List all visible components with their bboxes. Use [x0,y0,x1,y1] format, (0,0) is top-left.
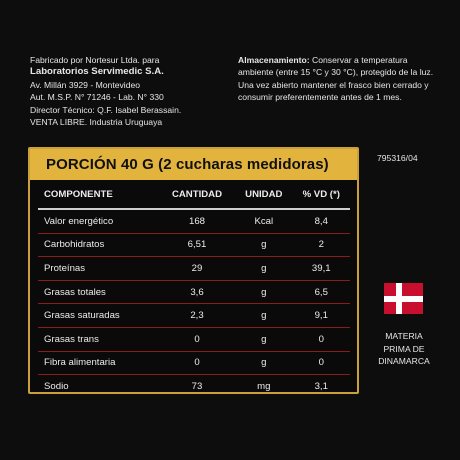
row-unit: g [235,233,292,257]
row-daily-value: 9,1 [293,304,350,328]
row-quantity: 0 [159,351,235,375]
row-component: Grasas saturadas [38,304,159,328]
sale-condition: VENTA LIBRE. Industria Uruguaya [30,117,163,128]
row-component: Valor energético [38,209,159,233]
portion-header: PORCIÓN 40 G (2 cucharas medidoras) [30,149,357,180]
table-row [38,209,350,233]
row-unit: mg [257,380,271,392]
row-quantity: 2,3 [159,304,235,328]
table-row [38,257,350,281]
row-component: Grasas totales [38,280,159,304]
table-row [38,280,350,304]
row-daily-value: 0 [293,351,350,375]
row-component: Proteínas [38,257,159,281]
row-daily-value: 2 [293,233,350,257]
nutrition-table [38,180,350,398]
row-quantity: 6,51 [159,233,235,257]
header-quantity: CANTIDAD [159,180,235,209]
row-unit: g [235,304,292,328]
technical-director: Director Técnico: Q.F. Isabel Berassain. [30,104,182,115]
row-quantity: 168 [159,209,235,233]
table-row [38,304,350,328]
manufacturer-info [30,54,230,128]
header-unit: UNIDAD [235,180,292,209]
table-header-row [38,180,350,209]
row-daily-value: 0 [293,327,350,351]
header-component: COMPONENTE [38,180,159,209]
row-daily-value: 39,1 [293,257,350,281]
nutrition-panel [28,147,359,394]
row-component: Sodio [44,380,69,392]
origin-info [372,330,436,368]
denmark-flag-icon [384,283,423,314]
origin-line: PRIMA DE [383,343,425,354]
row-component: Carbohidratos [38,233,159,257]
flag-cross-horizontal [384,296,423,302]
authorization-number: Aut. M.S.P. N° 71246 - Lab. N° 330 [30,92,164,103]
header-daily-value: % VD (*) [293,180,350,209]
origin-line: DINAMARCA [378,356,430,367]
row-quantity: 73 [191,380,203,392]
row-quantity: 0 [159,327,235,351]
row-unit: Kcal [235,209,292,233]
table-row [38,351,350,375]
company-name: Laboratorios Servimedic S.A. [30,66,164,78]
row-unit: g [235,327,292,351]
row-unit: g [235,257,292,281]
table-row [38,375,350,398]
row-daily-value: 8,4 [293,209,350,233]
row-daily-value: 6,5 [293,280,350,304]
storage-info [238,54,438,104]
manufacturer-line: Fabricado por Nortesur Ltda. para [30,55,160,65]
product-code: 795316/04 [377,153,418,163]
company-address: Av. Millán 3929 - Montevideo [30,79,141,90]
storage-label: Almacenamiento: [238,55,310,65]
row-quantity: 29 [159,257,235,281]
row-daily-value: 3,1 [314,380,328,392]
table-row [38,233,350,257]
row-quantity: 3,6 [159,280,235,304]
table-row [38,327,350,351]
row-unit: g [235,351,292,375]
row-component: Grasas trans [38,327,159,351]
row-component: Fibra alimentaria [38,351,159,375]
storage-text: Conservar a temperatura ambiente (entre 15 °C y 30 °C), protegido de la luz. Una vez abierto mantener el frasco bien cerrado y consumir preferentemente antes de 1 mes. [238,55,434,103]
origin-line: MATERIA [385,331,423,341]
row-unit: g [235,280,292,304]
